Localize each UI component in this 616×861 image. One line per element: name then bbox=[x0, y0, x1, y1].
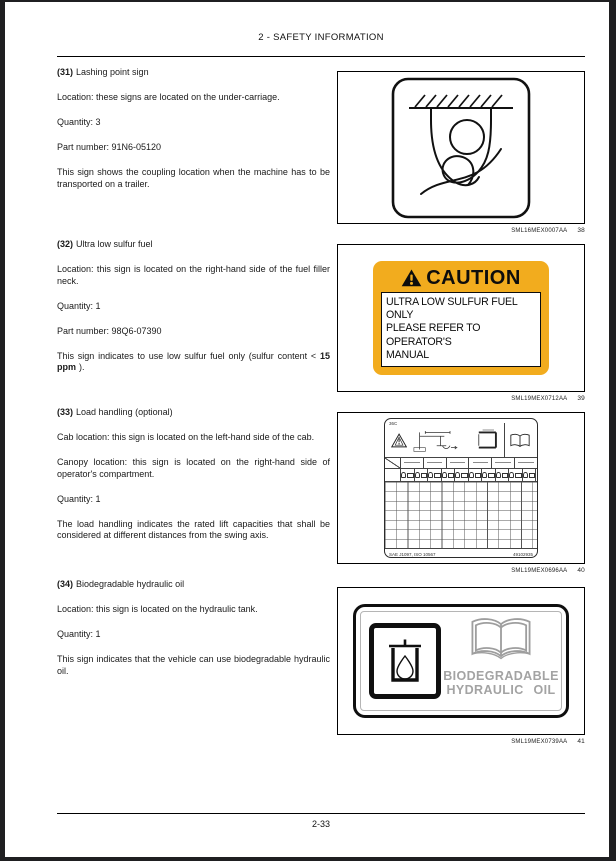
figure-code: SML19MEX0712AA bbox=[511, 396, 568, 402]
paragraph: Quantity: 1 bbox=[57, 493, 101, 504]
warning-triangle-icon bbox=[401, 269, 422, 287]
section-34 bbox=[57, 579, 585, 745]
header-rule bbox=[57, 56, 585, 57]
figure-39-box bbox=[337, 244, 585, 392]
paragraph bbox=[57, 351, 330, 374]
figure-number: 40 bbox=[577, 567, 585, 574]
figure-code: SML19MEX0739AA bbox=[511, 739, 568, 745]
capacity-table-grid bbox=[385, 481, 537, 548]
figure-code: SML16MEX0007AA bbox=[511, 228, 568, 234]
figure-number: 41 bbox=[577, 738, 585, 745]
paragraph-text: ). bbox=[79, 362, 85, 372]
paragraph: Location: these signs are located on the under-carriage. bbox=[57, 92, 280, 102]
paragraph: Location: this sign is located on the hydraulic tank. bbox=[57, 604, 258, 614]
load-handling-decal bbox=[384, 418, 538, 558]
section-number: (34) bbox=[57, 579, 74, 589]
paragraph-text: This sign indicates to use low sulfur fuel only (sulfur content < bbox=[57, 350, 320, 361]
decal-part-code: 49102935 bbox=[512, 552, 533, 557]
paragraph: Quantity: 3 bbox=[57, 117, 101, 127]
lift-dimension-diagram-icon bbox=[412, 426, 471, 454]
caution-line: MANUAL bbox=[386, 348, 429, 361]
caution-line: ULTRA LOW SULFUR FUEL ONLY bbox=[386, 295, 518, 322]
section-title: Lashing point sign bbox=[76, 67, 149, 77]
biodegradable-oil-decal bbox=[353, 604, 569, 718]
paragraph: Canopy location: this sign is located on the right-hand side of operator's compartment. bbox=[57, 457, 330, 479]
lashing-point-sign-icon bbox=[391, 77, 531, 219]
paragraph: This sign shows the coupling location when the machine has to be transported on a trailer. bbox=[57, 167, 330, 189]
section-title: Biodegradable hydraulic oil bbox=[76, 579, 185, 589]
caution-line: PLEASE REFER TO OPERATOR'S bbox=[386, 322, 481, 348]
paragraph: Part number: 98Q6-07390 bbox=[57, 325, 162, 336]
section-number: (31) bbox=[57, 67, 74, 77]
paragraph: Quantity: 1 bbox=[57, 629, 101, 639]
decal-text-line: HYDRAULIC OIL bbox=[446, 682, 556, 697]
figure-40-box bbox=[337, 412, 585, 564]
manual-page bbox=[5, 2, 609, 857]
warning-triangle-icon bbox=[391, 433, 407, 448]
section-title: Load handling (optional) bbox=[76, 407, 173, 417]
operator-manual-book-icon bbox=[509, 432, 531, 449]
decal-standards-text: SAE J1097, ISO 10567 bbox=[389, 552, 436, 557]
decal-corner-label: 36C bbox=[389, 421, 398, 426]
section-32 bbox=[57, 239, 585, 407]
book-cell bbox=[504, 423, 535, 457]
paragraph: Part number: 91N6-05120 bbox=[57, 142, 162, 152]
page-footer bbox=[57, 813, 585, 829]
paragraph: This sign indicates that the vehicle can use biodegradable hydraulic oil. bbox=[57, 654, 330, 676]
section-number: (33) bbox=[57, 407, 74, 417]
page-number: 2-33 bbox=[311, 819, 330, 829]
section-33 bbox=[57, 407, 585, 579]
capacity-header-row bbox=[385, 457, 537, 468]
caution-decal bbox=[373, 261, 549, 375]
figure-caption bbox=[337, 567, 585, 574]
figure-code: SML19MEX0696AA bbox=[511, 568, 568, 574]
capacity-icon-row bbox=[385, 468, 537, 481]
section-32-heading bbox=[57, 239, 330, 251]
counterweight-diagram-icon bbox=[475, 428, 504, 452]
section-title: Ultra low sulfur fuel bbox=[76, 239, 153, 249]
page-title: 2 - SAFETY INFORMATION bbox=[258, 32, 384, 43]
decal-text bbox=[442, 670, 560, 697]
figure-caption bbox=[337, 395, 585, 402]
caution-title: CAUTION bbox=[426, 266, 521, 289]
section-31 bbox=[57, 67, 585, 239]
figure-38-box bbox=[337, 71, 585, 224]
paragraph-bold-text: 15 ppm bbox=[57, 350, 330, 372]
operator-manual-book-icon bbox=[462, 615, 540, 663]
figure-caption bbox=[337, 738, 585, 745]
hydraulic-tank-droplet-icon bbox=[385, 638, 425, 684]
paragraph: Quantity: 1 bbox=[57, 300, 101, 311]
figure-number: 38 bbox=[577, 227, 585, 234]
hydraulic-tank-frame bbox=[369, 623, 441, 699]
figure-caption bbox=[337, 227, 585, 234]
decal-text-line: BIODEGRADABLE bbox=[443, 669, 559, 683]
paragraph: The load handling indicates the rated lift capacities that shall be considered at different distances from the swing axis. bbox=[57, 518, 330, 540]
section-33-heading bbox=[57, 407, 330, 419]
section-number: (32) bbox=[57, 239, 74, 249]
paragraph: Location: this sign is located on the right-hand side of the fuel filler neck. bbox=[57, 264, 330, 286]
section-34-heading bbox=[57, 579, 330, 591]
section-31-heading bbox=[57, 67, 330, 79]
figure-number: 39 bbox=[577, 395, 585, 402]
figure-41-box bbox=[337, 587, 585, 735]
paragraph: Cab location: this sign is located on the left-hand side of the cab. bbox=[57, 432, 315, 442]
